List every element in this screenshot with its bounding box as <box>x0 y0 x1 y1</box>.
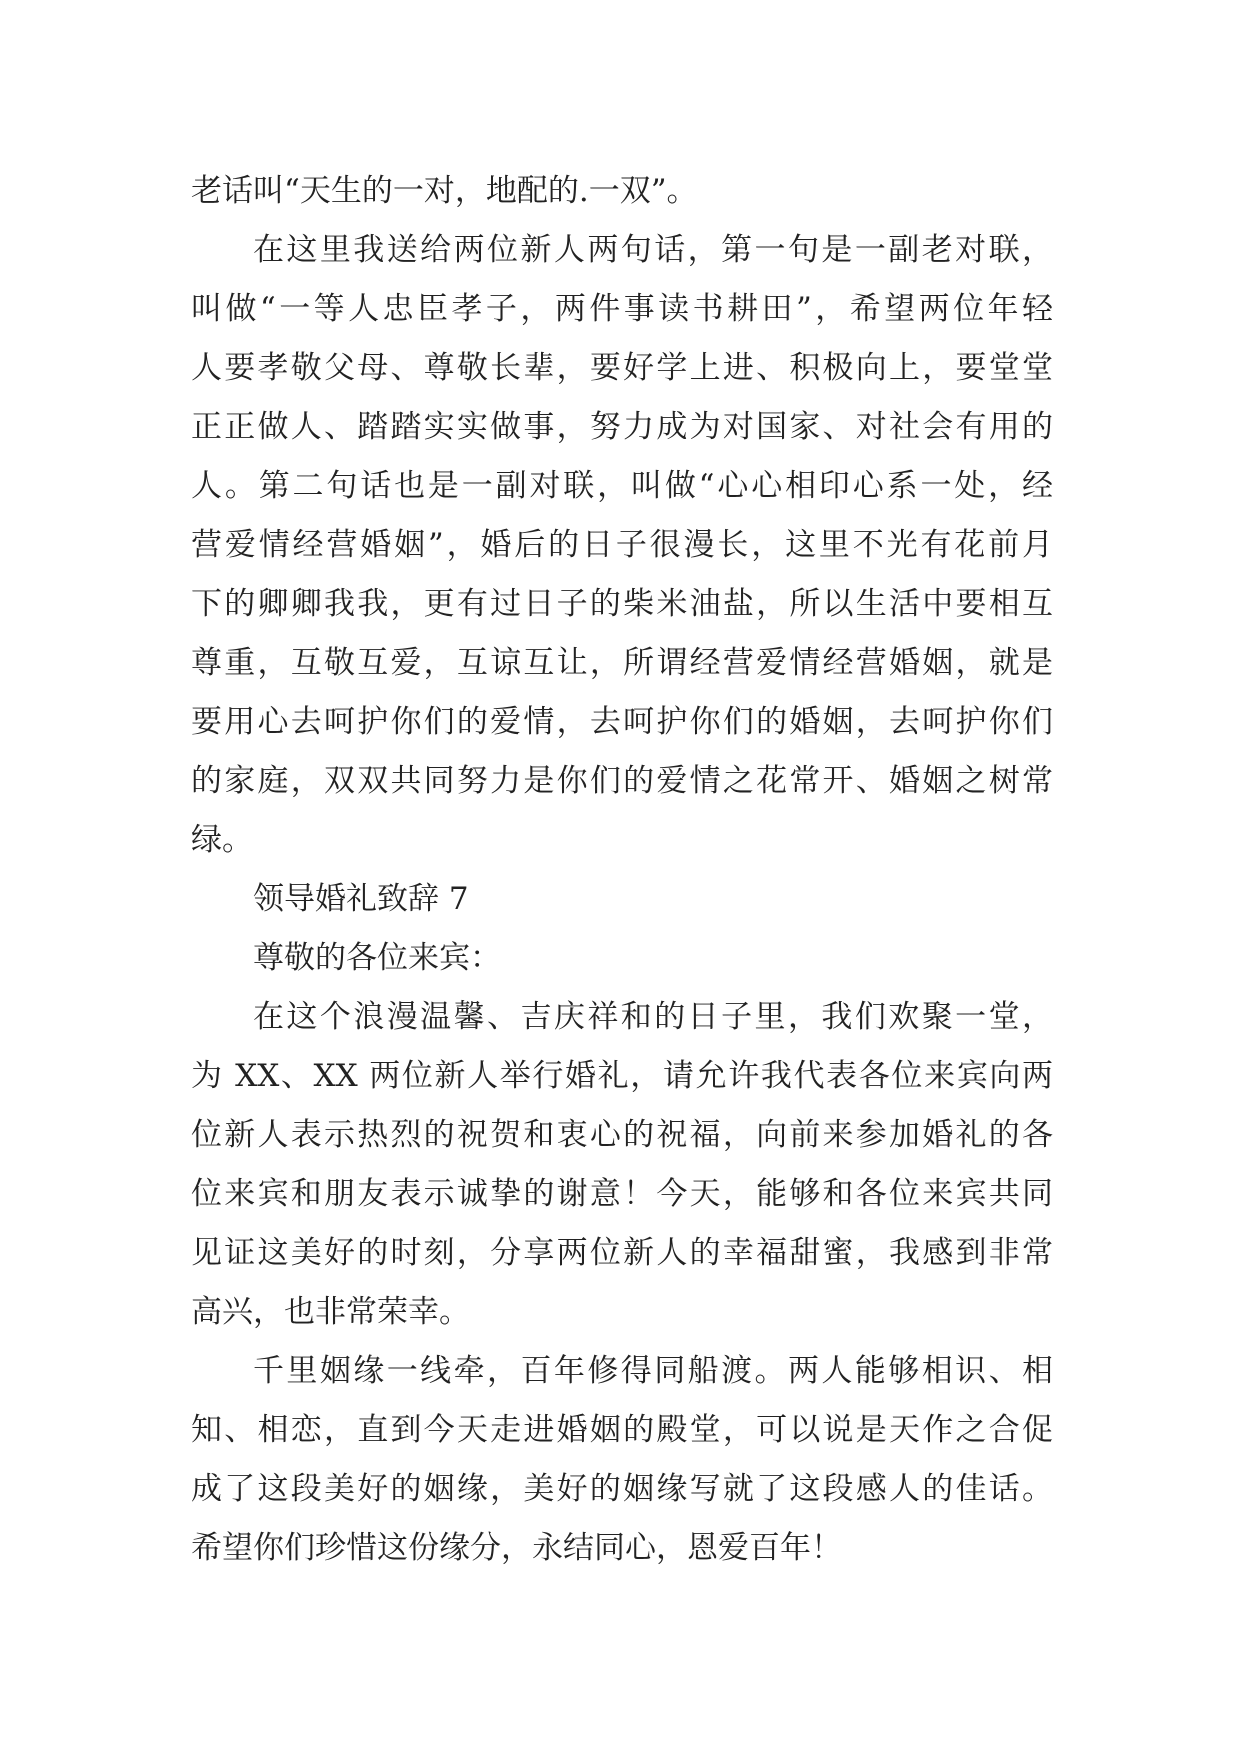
text-line: 位新人表示热烈的祝贺和衷心的祝福，向前来参加婚礼的各 <box>191 1117 1053 1153</box>
text-line: 人。第二句话也是一副对联，叫做“心心相印心系一处，经 <box>191 468 1053 504</box>
text-line: 营爱情经营婚姻”，婚后的日子很漫长，这里不光有花前月 <box>191 527 1053 563</box>
text-line: 正正做人、踏踏实实做事，努力成为对国家、对社会有用的 <box>191 409 1053 445</box>
text-line: 知、相恋，直到今天走进婚姻的殿堂，可以说是天作之合促 <box>191 1412 1053 1448</box>
text-line: 要用心去呵护你们的爱情，去呵护你们的婚姻，去呵护你们 <box>191 704 1053 740</box>
text-line: 在这里我送给两位新人两句话，第一句是一副老对联， <box>253 232 1053 268</box>
text-line: 位来宾和朋友表示诚挚的谢意！今天，能够和各位来宾共同 <box>191 1176 1053 1212</box>
text-line: 领导婚礼致辞 7 <box>253 881 469 917</box>
text-line: 绿。 <box>191 822 253 858</box>
text-line: 尊敬的各位来宾： <box>253 940 501 976</box>
paragraph-6 <box>191 1342 1053 1578</box>
paragraph-1 <box>191 162 1053 221</box>
text-line: 叫做“一等人忠臣孝子，两件事读书耕田”，希望两位年轻 <box>191 291 1053 327</box>
salutation <box>191 929 1053 988</box>
paragraph-5 <box>191 988 1053 1342</box>
text-line: 希望你们珍惜这份缘分，永结同心，恩爱百年！ <box>191 1530 842 1566</box>
text-line: 千里姻缘一线牵，百年修得同船渡。两人能够相识、相 <box>253 1353 1053 1389</box>
text-line: 为 XX、XX 两位新人举行婚礼，请允许我代表各位来宾向两 <box>191 1058 1053 1094</box>
document-body <box>191 162 1053 1578</box>
text-line: 老话叫“天生的一对，地配的.一双”。 <box>191 173 698 209</box>
text-line: 成了这段美好的姻缘，美好的姻缘写就了这段感人的佳话。 <box>191 1471 1053 1507</box>
text-line: 见证这美好的时刻，分享两位新人的幸福甜蜜，我感到非常 <box>191 1235 1053 1271</box>
text-line: 在这个浪漫温馨、吉庆祥和的日子里，我们欢聚一堂， <box>253 999 1053 1035</box>
text-line: 下的卿卿我我，更有过日子的柴米油盐，所以生活中要相互 <box>191 586 1053 622</box>
section-title <box>191 870 1053 929</box>
text-line: 尊重，互敬互爱，互谅互让，所谓经营爱情经营婚姻，就是 <box>191 645 1053 681</box>
text-line: 的家庭，双双共同努力是你们的爱情之花常开、婚姻之树常 <box>191 763 1053 799</box>
text-line: 高兴，也非常荣幸。 <box>191 1294 470 1330</box>
paragraph-2 <box>191 221 1053 870</box>
text-line: 人要孝敬父母、尊敬长辈，要好学上进、积极向上，要堂堂 <box>191 350 1053 386</box>
